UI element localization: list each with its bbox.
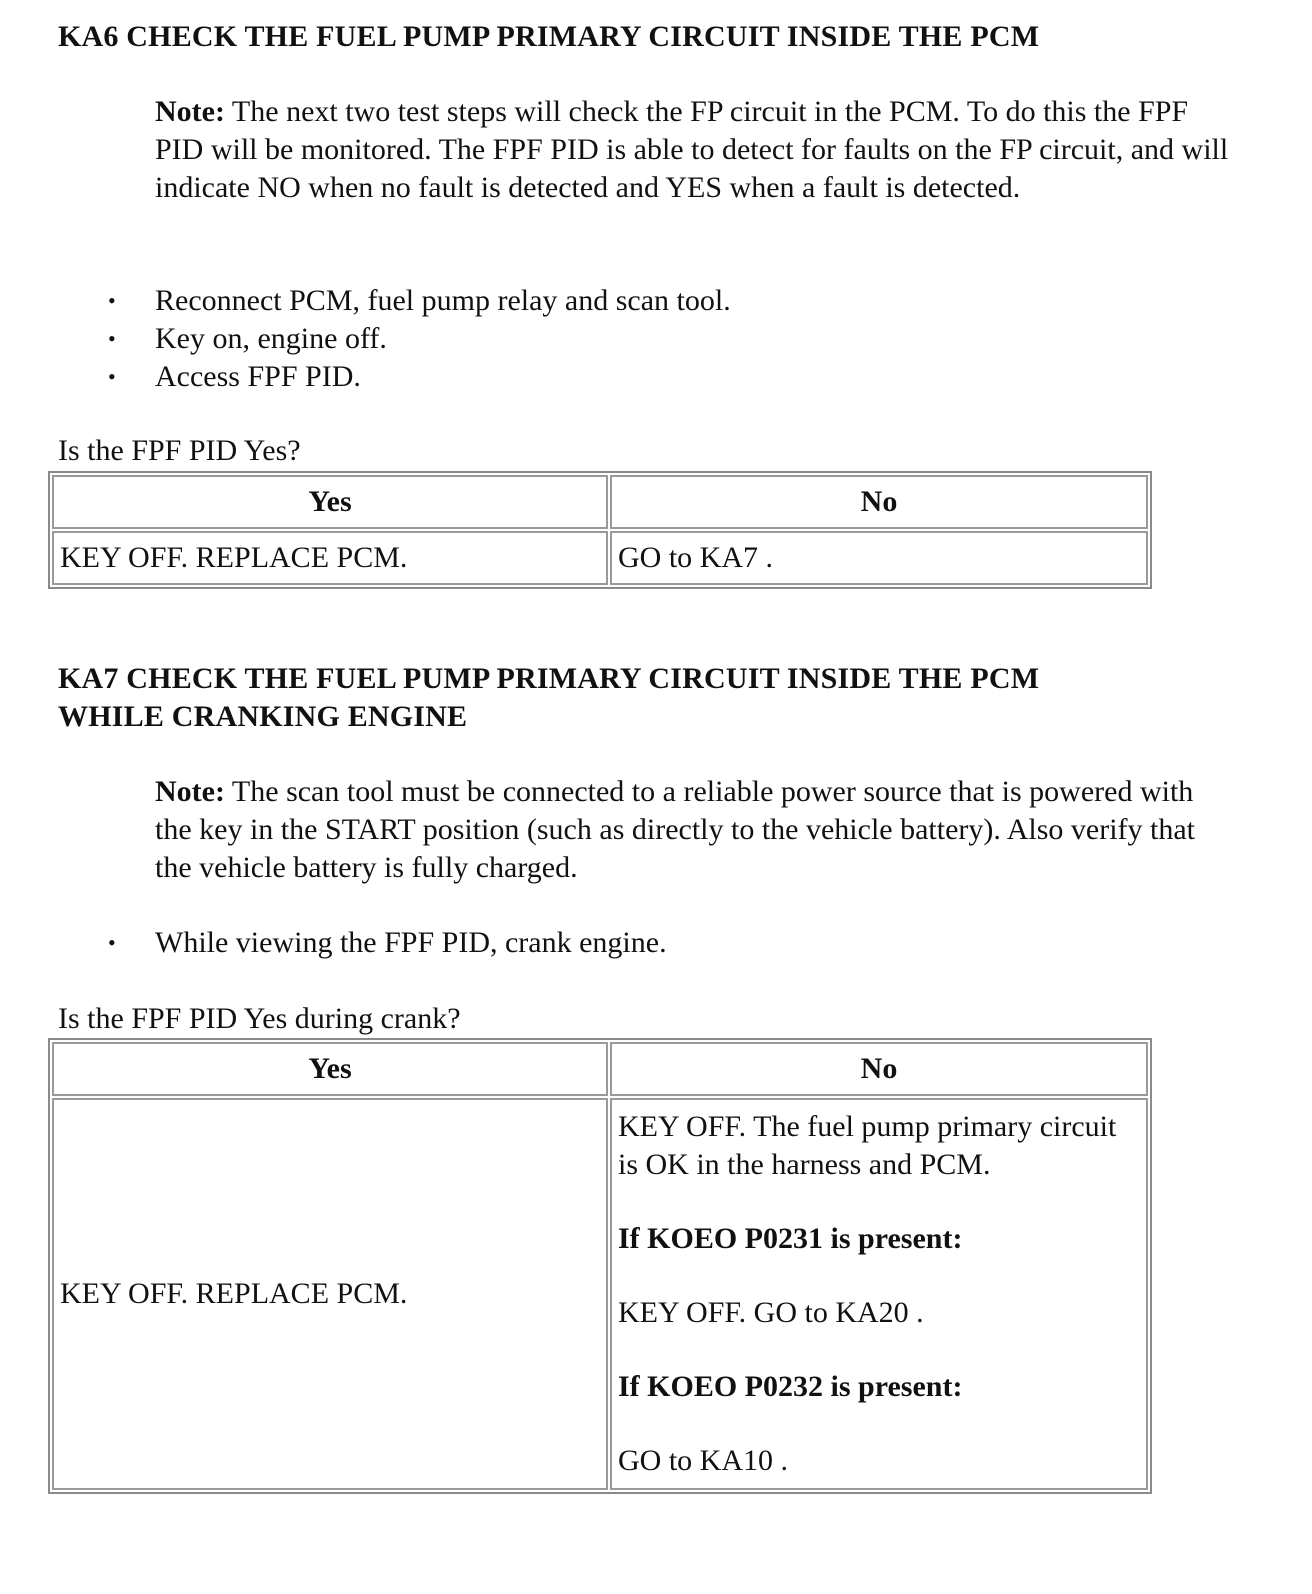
ka7-note-text: The scan tool must be connected to a reliable power source that is powered with the key in the START position (such as directly to the vehicle battery). Also verify that the vehicle battery is fully charged. <box>155 775 1196 884</box>
yes-header: Yes <box>52 475 608 529</box>
ka6-note-label: Note: <box>155 95 225 128</box>
list-item: • Key on, engine off. <box>100 320 731 358</box>
list-item: • Access FPF PID. <box>100 358 731 396</box>
no-cell: GO to KA7 . <box>610 531 1148 585</box>
yes-cell: KEY OFF. REPLACE PCM. <box>52 531 608 585</box>
ka6-heading-block <box>58 18 1278 56</box>
ka6-heading: KA6 CHECK THE FUEL PUMP PRIMARY CIRCUIT INSIDE THE PCM <box>58 20 1040 53</box>
bullet-icon: • <box>108 364 116 389</box>
ka7-answer-table <box>48 1038 1152 1494</box>
ka7-note-label: Note: <box>155 775 225 808</box>
no-header: No <box>610 475 1148 529</box>
ka6-question: Is the FPF PID Yes? <box>58 434 301 467</box>
bullet-icon: • <box>108 288 116 313</box>
ka7-heading-line-1: KA7 CHECK THE FUEL PUMP PRIMARY CIRCUIT INSIDE THE PCM <box>58 662 1040 695</box>
no-cell-action-1: KEY OFF. GO to KA20 . <box>618 1296 924 1329</box>
bullet-icon: • <box>108 930 116 955</box>
ka6-note-text: The next two test steps will check the FP circuit in the PCM. To do this the FPF PID will be monitored. The FPF PID is able to detect for faults on the FP circuit, and will indicate NO when no fault is detected and YES when a fault is detected. <box>155 95 1229 204</box>
no-cell-intro: KEY OFF. The fuel pump primary circuit is OK in the harness and PCM. <box>618 1110 1117 1181</box>
ka6-step-list <box>100 282 731 396</box>
ka7-note <box>155 773 1235 887</box>
no-cell <box>610 1098 1148 1490</box>
ka7-heading-line-2: WHILE CRANKING ENGINE <box>58 700 468 733</box>
ka7-question: Is the FPF PID Yes during crank? <box>58 1002 461 1035</box>
yes-cell: KEY OFF. REPLACE PCM. <box>52 1098 608 1490</box>
no-cell-condition-2: If KOEO P0232 is present: <box>618 1370 963 1403</box>
ka7-step-list <box>100 924 667 962</box>
no-cell-action-2: GO to KA10 . <box>618 1444 788 1477</box>
ka6-answer-table <box>48 471 1152 589</box>
ka6-note <box>155 93 1235 207</box>
list-item: • While viewing the FPF PID, crank engine. <box>100 924 667 962</box>
yes-header: Yes <box>52 1042 608 1096</box>
no-cell-condition-1: If KOEO P0231 is present: <box>618 1222 963 1255</box>
no-header: No <box>610 1042 1148 1096</box>
bullet-icon: • <box>108 326 116 351</box>
ka7-heading-block <box>58 660 1278 736</box>
list-item: • Reconnect PCM, fuel pump relay and scan tool. <box>100 282 731 320</box>
